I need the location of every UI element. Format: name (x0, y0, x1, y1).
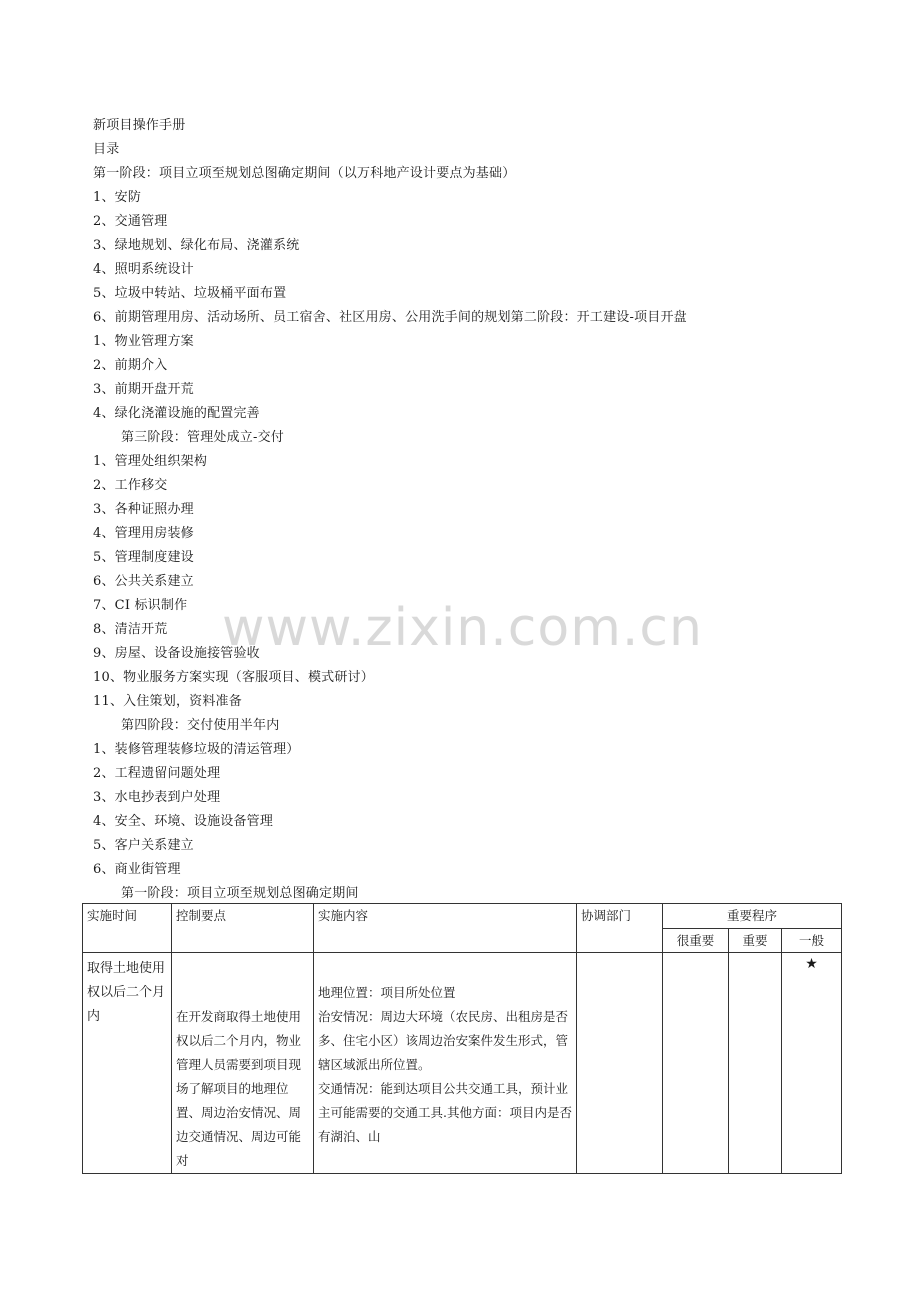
list-item: 6、公共关系建立 (93, 574, 194, 589)
content-line: 治安情况：周边大环境（农民房、出租房是否多、住宅小区）该周边治安案件发生形式，管辖区域派出所位置。 (318, 1009, 569, 1072)
list-item: 3、水电抄表到户处理 (93, 790, 221, 805)
list-item: 10、物业服务方案实现（客服项目、模式研讨） (93, 670, 374, 685)
list-item: 1、物业管理方案 (93, 334, 194, 349)
list-item: 2、工作移交 (93, 478, 168, 493)
list-item: 11、入住策划，资料准备 (93, 694, 242, 709)
stage-table (82, 903, 842, 1174)
header-content: 实施内容 (314, 904, 577, 953)
list-item: 1、管理处组织架构 (93, 454, 208, 469)
table-row (83, 953, 842, 1174)
content-line: 交通情况：能到达项目公共交通工具，预计业主可能需要的交通工具.其他方面：项目内是否有湖泊、山 (318, 1081, 572, 1144)
table-caption: 第一阶段：项目立项至规划总图确定期间 (121, 886, 359, 901)
content-line: 地理位置：项目所处位置 (318, 985, 456, 1000)
watermark: www.zixin.com.cn (222, 598, 703, 658)
list-item: 6、商业街管理 (93, 862, 181, 877)
cell-important (729, 953, 782, 1174)
header-normal: 一般 (782, 928, 842, 953)
list-item: 9、房屋、设备设施接管验收 (93, 646, 260, 661)
list-item: 5、垃圾中转站、垃圾桶平面布置 (93, 286, 287, 301)
list-item: 4、照明系统设计 (93, 262, 194, 277)
list-item: 2、工程遗留问题处理 (93, 766, 221, 781)
toc-heading: 目录 (93, 142, 120, 157)
cell-very-important (663, 953, 729, 1174)
list-item: 1、安防 (93, 190, 142, 205)
cell-normal (782, 953, 842, 1174)
list-item: 3、各种证照办理 (93, 502, 194, 517)
list-item: 5、客户关系建立 (93, 838, 194, 853)
list-item: 5、管理制度建设 (93, 550, 194, 565)
cell-time (83, 953, 172, 1174)
list-item: 1、装修管理装修垃圾的清运管理） (93, 742, 300, 757)
header-time: 实施时间 (83, 904, 172, 953)
header-very-important: 很重要 (663, 928, 729, 953)
header-control: 控制要点 (172, 904, 314, 953)
list-item: 2、前期介入 (93, 358, 168, 373)
list-item: 7、CI 标识制作 (93, 598, 188, 613)
cell-time-text: 取得土地使用权以后二个月内 (87, 961, 166, 1024)
cell-control-text: 在开发商取得土地使用权以后二个月内，物业管理人员需要到项目现场了解项目的地理位置、周边治安情况、周边交通情况、周边可能对 (176, 1009, 302, 1168)
stage-heading: 第三阶段：管理处成立-交付 (121, 430, 284, 445)
cell-control (172, 953, 314, 1174)
star-icon: ★ (805, 956, 818, 972)
cell-dept (577, 953, 663, 1174)
table-header-row (83, 904, 842, 929)
list-item: 8、清洁开荒 (93, 622, 168, 637)
header-important: 重要 (729, 928, 782, 953)
header-importance: 重要程序 (663, 904, 842, 929)
cell-content (314, 953, 577, 1174)
header-dept: 协调部门 (577, 904, 663, 953)
list-item: 4、安全、环境、设施设备管理 (93, 814, 274, 829)
list-item: 6、前期管理用房、活动场所、员工宿舍、社区用房、公用洗手间的规划第二阶段：开工建设-项目开盘 (93, 310, 687, 325)
list-item: 4、绿化浇灌设施的配置完善 (93, 406, 260, 421)
list-item: 4、管理用房装修 (93, 526, 194, 541)
document-body (93, 114, 853, 906)
stage-heading: 第一阶段：项目立项至规划总图确定期间（以万科地产设计要点为基础） (93, 166, 516, 181)
document-title: 新项目操作手册 (93, 118, 186, 133)
list-item: 3、绿地规划、绿化布局、浇灌系统 (93, 238, 300, 253)
stage-heading: 第四阶段：交付使用半年内 (121, 718, 280, 733)
list-item: 3、前期开盘开荒 (93, 382, 194, 397)
list-item: 2、交通管理 (93, 214, 168, 229)
